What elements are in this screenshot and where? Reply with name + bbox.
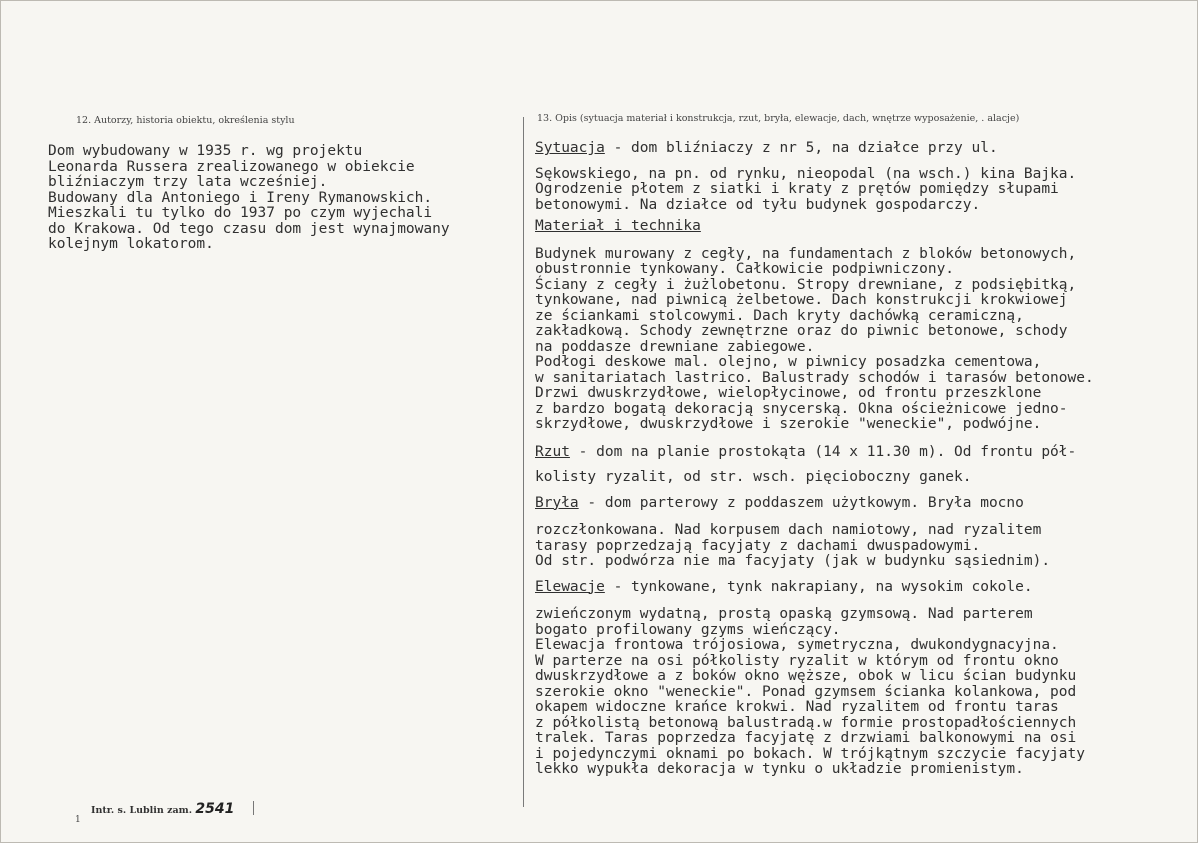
sytuacja-first-line: - dom bliźniaczy z nr 5, na działce przy ul. (604, 140, 998, 156)
section-elewacje (535, 580, 1185, 778)
stamp-tick (253, 801, 254, 815)
description-column (535, 141, 1185, 778)
section-bryla (535, 496, 1185, 570)
column-divider (523, 117, 524, 807)
bryla-body: rozczłonkowana. Nad korpusem dach namiotowy, nad ryzalitem tarasy poprzedzają facyjaty z dachami dwuspadowymi. Od str. podwórza nie ma facyjaty (jak w budynku sąsiednim). (535, 522, 1051, 569)
section-rzut (535, 445, 1185, 486)
archive-stamp (91, 801, 234, 817)
rzut-heading: Rzut (535, 443, 570, 460)
elewacje-heading: Elewacje (535, 578, 605, 595)
stamp-label: Intr. s. Lublin zam. (91, 805, 193, 816)
bryla-first-line: - dom parterowy z poddaszem użytkowym. Bryła mocno (578, 494, 1024, 511)
section-material (535, 219, 1185, 433)
rzut-body: kolisty ryzalit, od str. wsch. pięcioboczny ganek. (535, 469, 972, 485)
section-12-heading: 12. Autorzy, historia obiektu, określenia stylu (76, 115, 295, 126)
elewacje-first-line: - tynkowane, tynk nakrapiany, na wysokim cokole. (604, 578, 1033, 595)
sytuacja-body: Sękowskiego, na pn. od rynku, nieopodal (na wsch.) kina Bajka. Ogrodzenie płotem z siatki i kraty z prętów pomiędzy słupami betonowymi. Na działce od tyłu budynek gospodarczy. (535, 165, 1077, 213)
footer-mark: 1 (75, 815, 81, 825)
sytuacja-heading: Sytuacja (535, 140, 605, 156)
history-text: Dom wybudowany w 1935 r. wg projektu Leonarda Russera zrealizowanego w obiekcie bliźniaczym trzy lata wcześniej. Budowany dla Antoniego i Ireny Rymanowskich. Mieszkali tu tylko do 1937 po czym wyjechali do Krakowa. Od tego czasu dom jest wynajmowany kolejnym lokatorom. (48, 143, 450, 252)
section-sytuacja (535, 141, 1185, 213)
bryla-heading: Bryła (535, 494, 579, 511)
stamp-number: 2541 (195, 801, 235, 817)
elewacje-body: zwieńczonym wydatną, prostą opaską gzymsową. Nad parterem bogato profilowany gzyms wieńczący. Elewacja frontowa trójosiowa, symetryczna, dwukondygnacyjna. W parterze na osi półkolisty ryzalit w którym od frontu okno dwuskrzydłowe a z boków okno węższe, obok w licu ścian budynku szerokie okno "weneckie". Ponad gzymsem ścianka kolankowa, pod okapem widoczne krańce krokwi. Nad ryzalitem od frontu taras z półkolistą betonową balustradą.w formie prostopadłościennych tralek. Taras poprzedza facyjatę z drzwiami balkonowymi na osi i pojedynczymi oknami po bokach. W trójkątnym szczycie facyjaty lekko wypukła dekoracja w tynku o układzie promienistym. (535, 606, 1085, 777)
material-body: Budynek murowany z cegły, na fundamentach z bloków betonowych, obustronnie tynkowany. Całkowicie podpiwniczony. Ściany z cegły i żużlobetonu. Stropy drewniane, z podsiębitką, tynkowane, nad piwnicą żelbetowe. Dach konstrukcji krokwiowej ze ściankami stolcowymi. Dach kryty dachówką ceramiczną, zakładkową. Schody zewnętrzne oraz do piwnic betonowe, schody na poddasze drewniane zabiegowe. Podłogi deskowe mal. olejno, w piwnicy posadzka cementowa, w sanitariatach lastrico. Balustrady schodów i tarasów betonowe. Drzwi dwuskrzydłowe, wielopłycinowe, od frontu przeszklone z bardzo bogatą dekoracją snycerską. Okna ościeżnicowe jedno- skrzydłowe, dwuskrzydłowe i szerokie "weneckie", podwójne. (535, 245, 1094, 432)
material-heading: Materiał i technika (535, 218, 701, 234)
rzut-first-line: - dom na planie prostokąta (14 x 11.30 m). Od frontu pół- (569, 443, 1077, 460)
section-13-heading: 13. Opis (sytuacja materiał i konstrukcja, rzut, bryła, elewacje, dach, wnętrze wyposażenie, . alacje) (537, 113, 1020, 124)
